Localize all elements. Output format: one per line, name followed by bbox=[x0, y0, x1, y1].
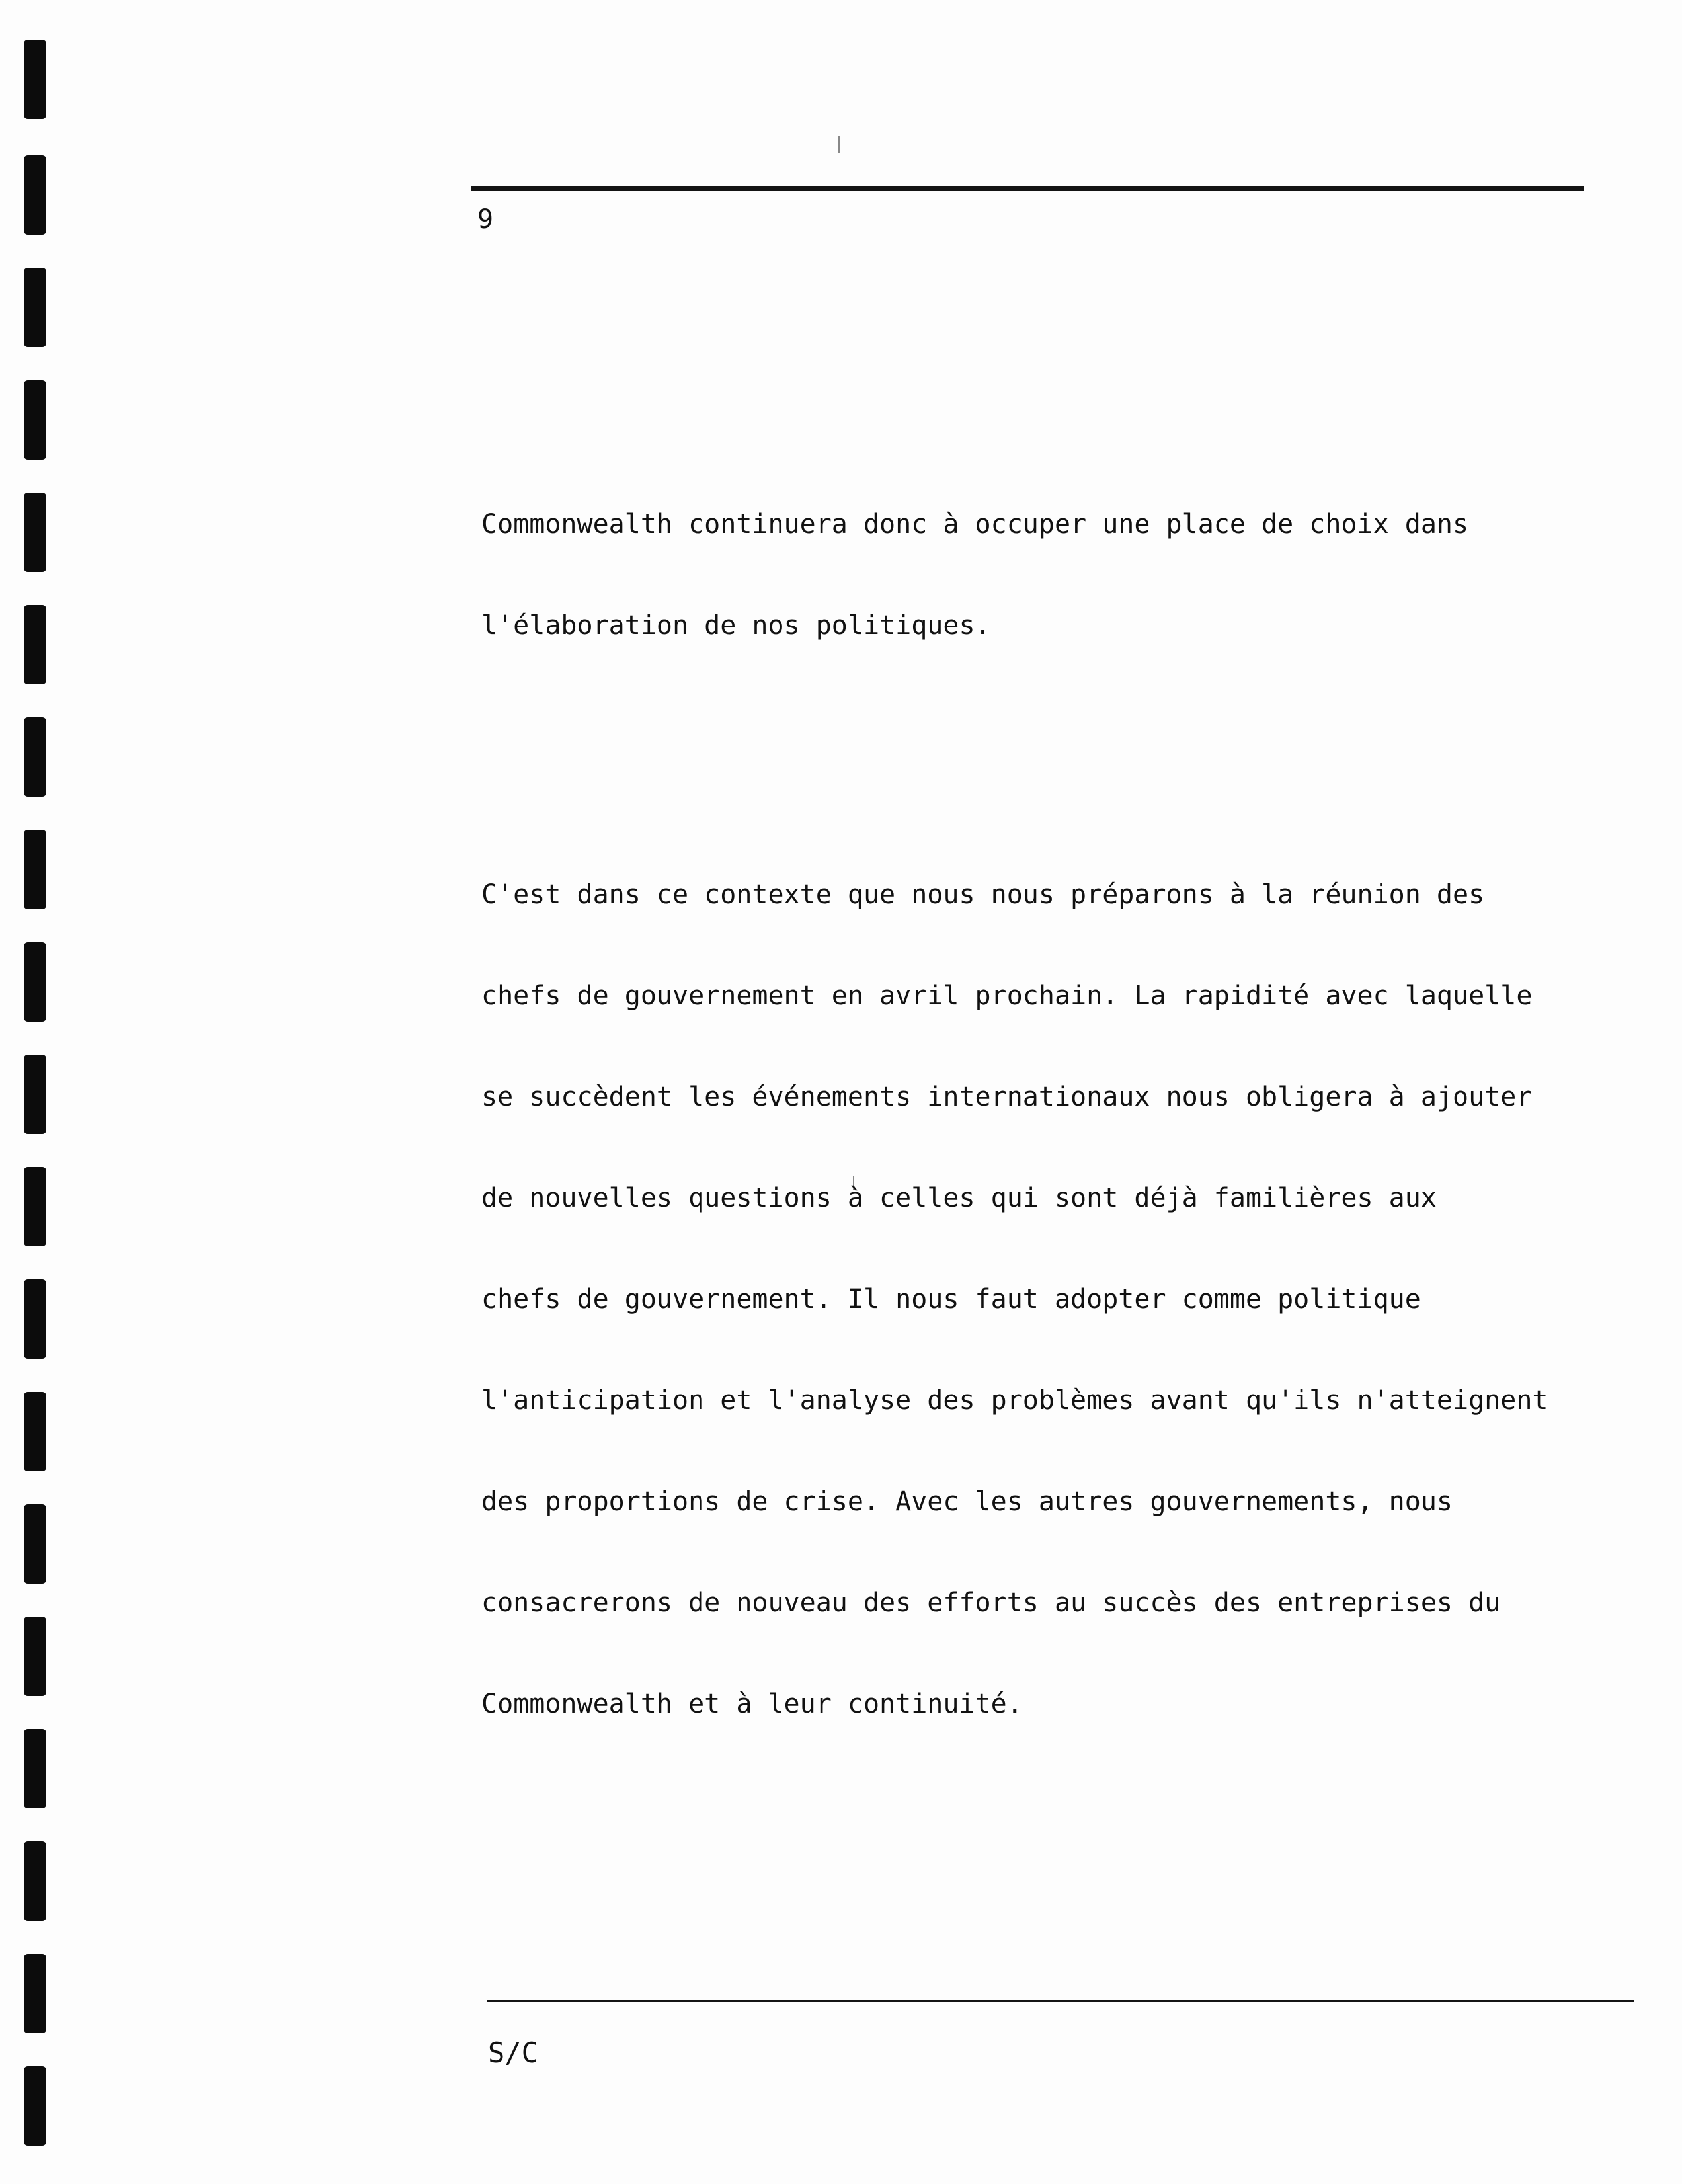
binding-hole bbox=[24, 1392, 46, 1471]
text-line: Commonwealth continuera donc à occuper une place de choix dans bbox=[481, 509, 1469, 540]
body-text bbox=[481, 373, 1605, 1889]
footer-rule bbox=[487, 2000, 1634, 2002]
page-number: 9 bbox=[477, 204, 494, 235]
binding-hole bbox=[24, 2066, 46, 2146]
binding-hole bbox=[24, 717, 46, 797]
binding-hole bbox=[24, 1279, 46, 1359]
text-line: de nouvelles questions à celles qui sont déjà familières aux bbox=[481, 1183, 1437, 1213]
binding-hole bbox=[24, 1841, 46, 1921]
text-line: l'anticipation et l'analyse des problèmes avant qu'ils n'atteignent bbox=[481, 1385, 1548, 1416]
binding-hole bbox=[24, 40, 46, 119]
text-line: l'élaboration de nos politiques. bbox=[481, 610, 991, 641]
binding-hole bbox=[24, 1729, 46, 1808]
binding-hole bbox=[24, 1617, 46, 1696]
text-line: se succèdent les événements internationaux nous obligera à ajouter bbox=[481, 1082, 1533, 1112]
text-line: chefs de gouvernement. Il nous faut adopter comme politique bbox=[481, 1284, 1421, 1314]
text-line: des proportions de crise. Avec les autres gouvernements, nous bbox=[481, 1486, 1453, 1517]
binding-hole bbox=[24, 1055, 46, 1134]
binding-hole bbox=[24, 268, 46, 347]
binding-hole bbox=[24, 1167, 46, 1246]
binding-holes bbox=[24, 0, 50, 2184]
footer-classification: S/C bbox=[488, 2037, 538, 2069]
text-line: chefs de gouvernement en avril prochain. La rapidité avec laquelle bbox=[481, 981, 1533, 1011]
text-line: consacrerons de nouveau des efforts au succès des entreprises du bbox=[481, 1588, 1501, 1618]
binding-hole bbox=[24, 605, 46, 684]
paragraph bbox=[481, 811, 1605, 1789]
binding-hole bbox=[24, 493, 46, 572]
binding-hole bbox=[24, 1504, 46, 1584]
binding-hole bbox=[24, 380, 46, 460]
paragraph bbox=[481, 440, 1605, 710]
binding-hole bbox=[24, 942, 46, 1022]
header-rule bbox=[471, 186, 1584, 191]
text-line: Commonwealth et à leur continuité. bbox=[481, 1689, 1023, 1719]
binding-hole bbox=[24, 155, 46, 235]
binding-hole bbox=[24, 1954, 46, 2033]
text-line: C'est dans ce contexte que nous nous préparons à la réunion des bbox=[481, 879, 1485, 910]
scan-mark bbox=[838, 136, 840, 153]
binding-hole bbox=[24, 830, 46, 909]
